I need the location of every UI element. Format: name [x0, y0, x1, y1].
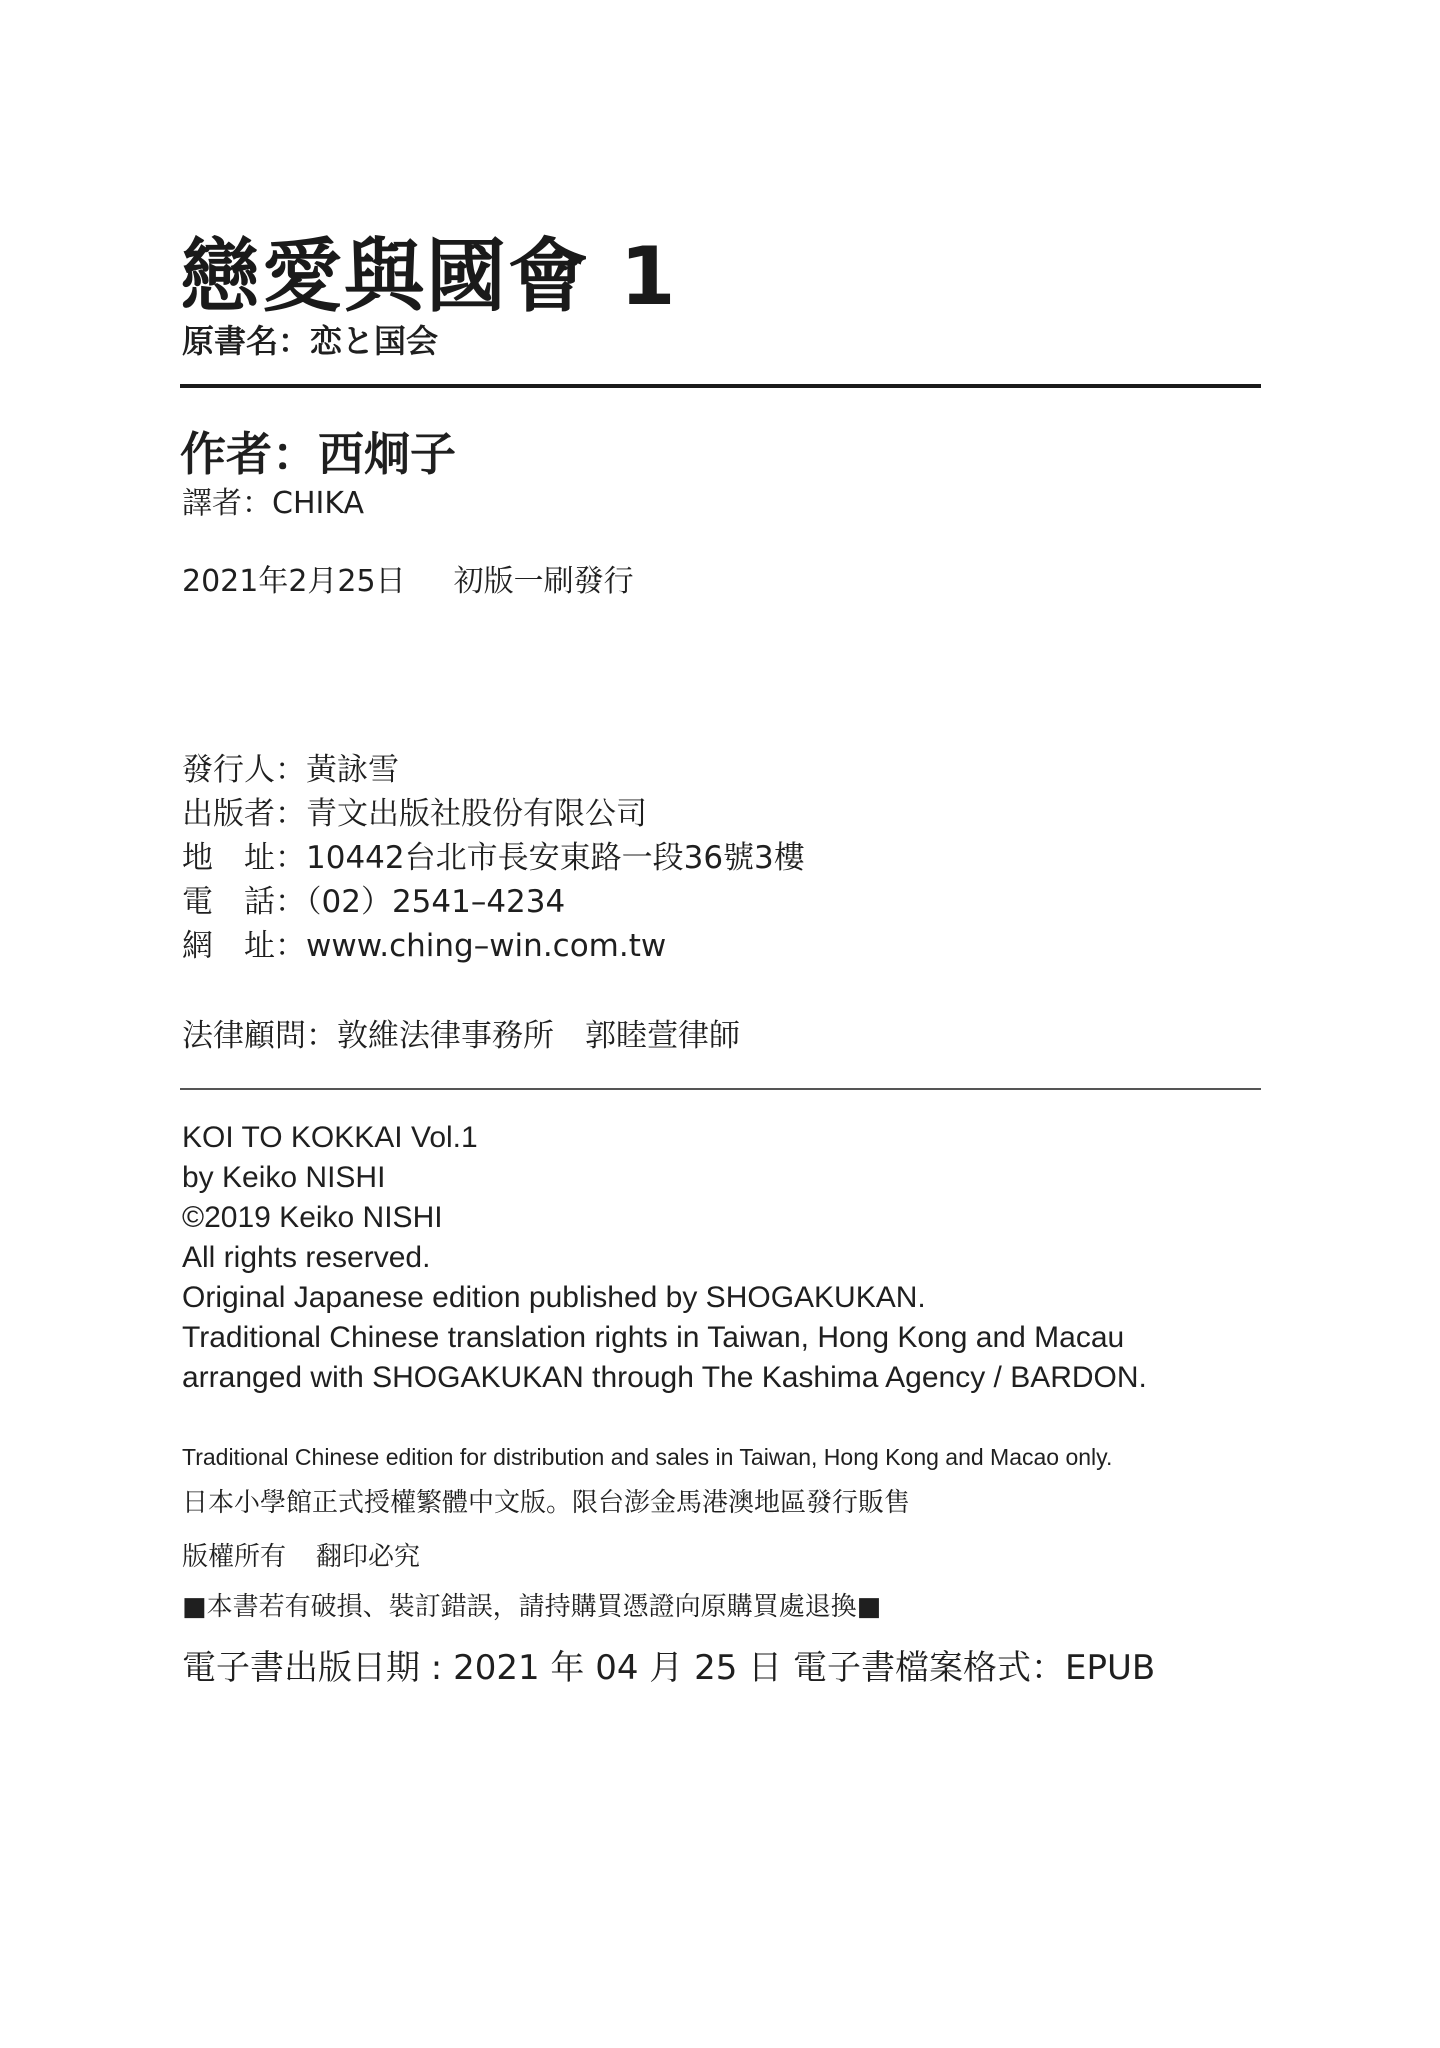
publisher-line: 網 址：www.ching–win.com.tw — [182, 928, 667, 964]
rights-reserved: 版權所有 — [182, 1542, 287, 1572]
author-line: 作者：西炯子 — [180, 427, 456, 481]
publisher-line: 地 址：10442台北市長安東路一段36號3樓 — [182, 840, 805, 876]
credit-line: Traditional Chinese translation rights in Taiwan, Hong Kong and Macau — [182, 1321, 1125, 1354]
credit-line: KOI TO KOKKAI Vol.1 — [182, 1121, 478, 1154]
credit-line: arranged with SHOGAKUKAN through The Kashima Agency / BARDON. — [182, 1361, 1147, 1394]
print-date: 2021年2月25日 — [182, 564, 406, 599]
ebook-info: 電子書出版日期 : 2021 年 04 月 25 日 電子書檔案格式：EPUB — [182, 1648, 1156, 1688]
rights-line — [182, 1536, 420, 1573]
translator-line: 譯者：CHIKA — [182, 486, 365, 521]
publisher-line: 電 話：（02）2541–4234 — [182, 884, 566, 920]
damage-notice: ■本書若有破損、裝訂錯誤，請持購買憑證向原購買處退換■ — [182, 1592, 882, 1622]
english-credits — [182, 1118, 1147, 1398]
distribution-english: Traditional Chinese edition for distribution and sales in Taiwan, Hong Kong and Macao only. — [182, 1444, 1113, 1470]
legal-advisor: 法律顧問：敦維法律事務所 郭睦萱律師 — [182, 1018, 740, 1054]
print-edition: 初版一刷發行 — [453, 564, 634, 599]
credit-line: All rights reserved. — [182, 1241, 431, 1274]
book-title: 戀愛與國會 1 — [180, 230, 678, 323]
original-title: 原書名：恋と国会 — [182, 322, 439, 360]
distribution-chinese: 日本小學館正式授權繁體中文版。限台澎金馬港澳地區發行販售 — [182, 1488, 911, 1518]
credit-line: by Keiko NISHI — [182, 1161, 386, 1194]
publisher-line: 發行人：黃詠雪 — [182, 752, 399, 788]
publisher-line: 出版者：青文出版社股份有限公司 — [182, 796, 647, 832]
credit-line: Original Japanese edition published by SHOGAKUKAN. — [182, 1281, 926, 1314]
divider-thick — [180, 384, 1261, 388]
no-reprint: 翻印必究 — [316, 1542, 421, 1572]
publisher-info — [182, 748, 805, 968]
credit-line: ©2019 Keiko NISHI — [182, 1201, 443, 1234]
print-date-line — [182, 556, 634, 600]
divider-thin — [180, 1088, 1261, 1090]
